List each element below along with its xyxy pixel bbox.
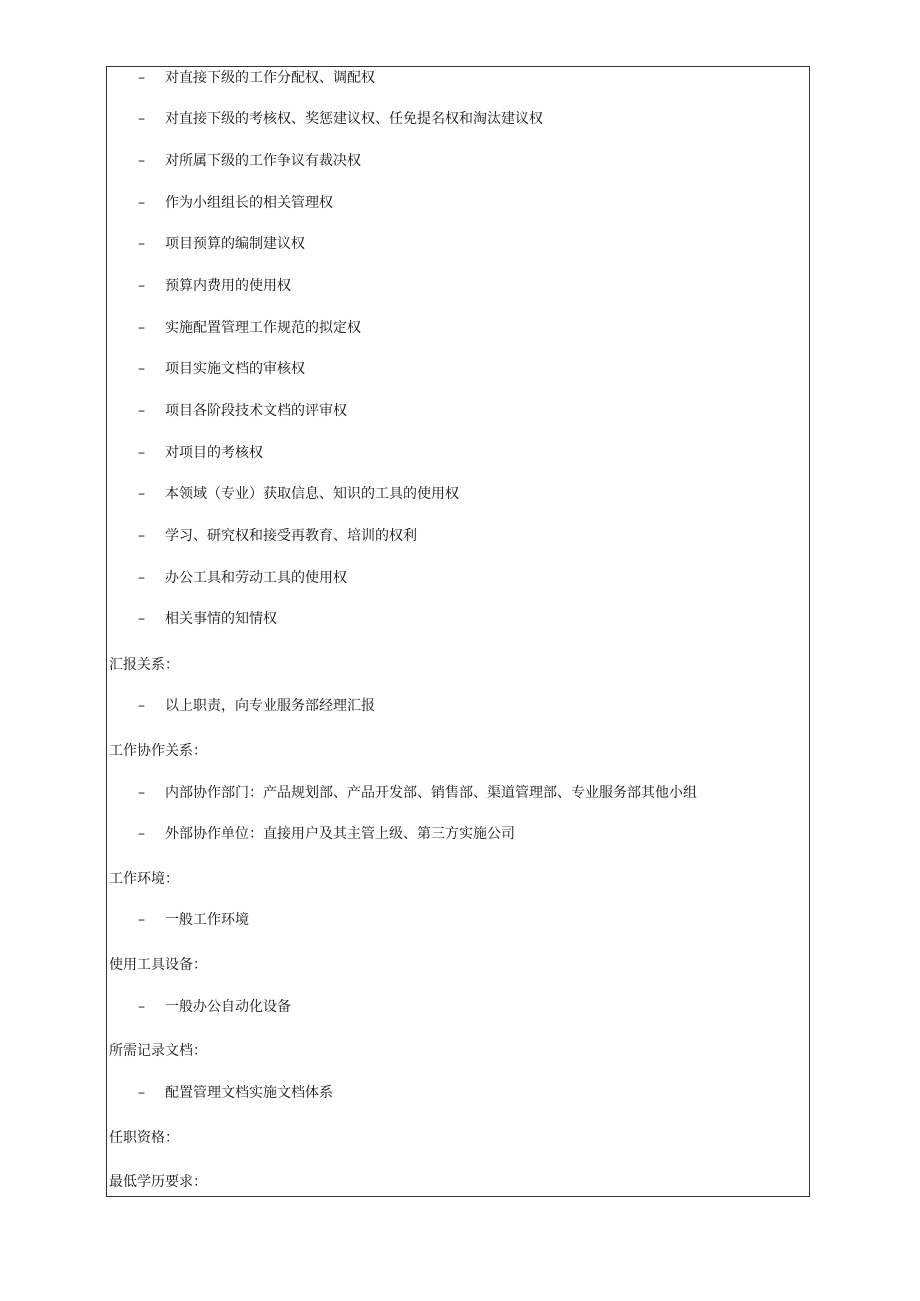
reporting-heading: 汇报关系： [109, 657, 179, 673]
bullet-dash: – [138, 278, 145, 294]
documents-heading: 所需记录文档： [109, 1043, 207, 1059]
environment-item-text: 一般工作环境 [165, 912, 249, 928]
rights-item-text: 项目实施文档的审核权 [165, 361, 305, 377]
rights-item-text: 预算内费用的使用权 [165, 278, 291, 294]
rights-item-text: 本领域（专业）获取信息、知识的工具的使用权 [165, 486, 459, 502]
reporting-item-text: 以上职责，向专业服务部经理汇报 [165, 698, 375, 714]
collaboration-heading: 工作协作关系： [109, 743, 207, 759]
bullet-dash: – [138, 445, 145, 461]
bullet-dash: – [138, 528, 145, 544]
environment-heading: 工作环境： [109, 871, 179, 887]
rights-item-text: 作为小组组长的相关管理权 [165, 195, 333, 211]
rights-item-text: 项目各阶段技术文档的评审权 [165, 403, 347, 419]
education-heading: 最低学历要求： [109, 1174, 207, 1190]
rights-item-text: 项目预算的编制建议权 [165, 236, 305, 252]
bullet-dash: – [138, 1085, 145, 1101]
bullet-dash: – [138, 785, 145, 801]
bullet-dash: – [138, 70, 145, 86]
qualification-heading: 任职资格： [109, 1130, 179, 1146]
rights-item-text: 对直接下级的考核权、奖惩建议权、任免提名权和淘汰建议权 [165, 111, 543, 127]
bullet-dash: – [138, 195, 145, 211]
rights-item-text: 对项目的考核权 [165, 445, 263, 461]
bullet-dash: – [138, 111, 145, 127]
bullet-dash: – [138, 361, 145, 377]
bullet-dash: – [138, 698, 145, 714]
document-frame [106, 66, 810, 1197]
bullet-dash: – [138, 912, 145, 928]
collaboration-item-text: 外部协作单位：直接用户及其主管上级、第三方实施公司 [165, 826, 515, 842]
bullet-dash: – [138, 570, 145, 586]
rights-item-text: 学习、研究权和接受再教育、培训的权利 [165, 528, 417, 544]
bullet-dash: – [138, 236, 145, 252]
rights-item-text: 办公工具和劳动工具的使用权 [165, 570, 347, 586]
equipment-item-text: 一般办公自动化设备 [165, 999, 291, 1015]
equipment-heading: 使用工具设备： [109, 957, 207, 973]
documents-item-text: 配置管理文档实施文档体系 [165, 1085, 333, 1101]
rights-item-text: 实施配置管理工作规范的拟定权 [165, 320, 361, 336]
rights-item-text: 对所属下级的工作争议有裁决权 [165, 153, 361, 169]
rights-item-text: 相关事情的知情权 [165, 611, 277, 627]
bullet-dash: – [138, 486, 145, 502]
collaboration-item-text: 内部协作部门：产品规划部、产品开发部、销售部、渠道管理部、专业服务部其他小组 [165, 785, 697, 801]
bullet-dash: – [138, 320, 145, 336]
bullet-dash: – [138, 611, 145, 627]
bullet-dash: – [138, 403, 145, 419]
bullet-dash: – [138, 153, 145, 169]
bullet-dash: – [138, 826, 145, 842]
bullet-dash: – [138, 999, 145, 1015]
rights-item-text: 对直接下级的工作分配权、调配权 [165, 70, 375, 86]
